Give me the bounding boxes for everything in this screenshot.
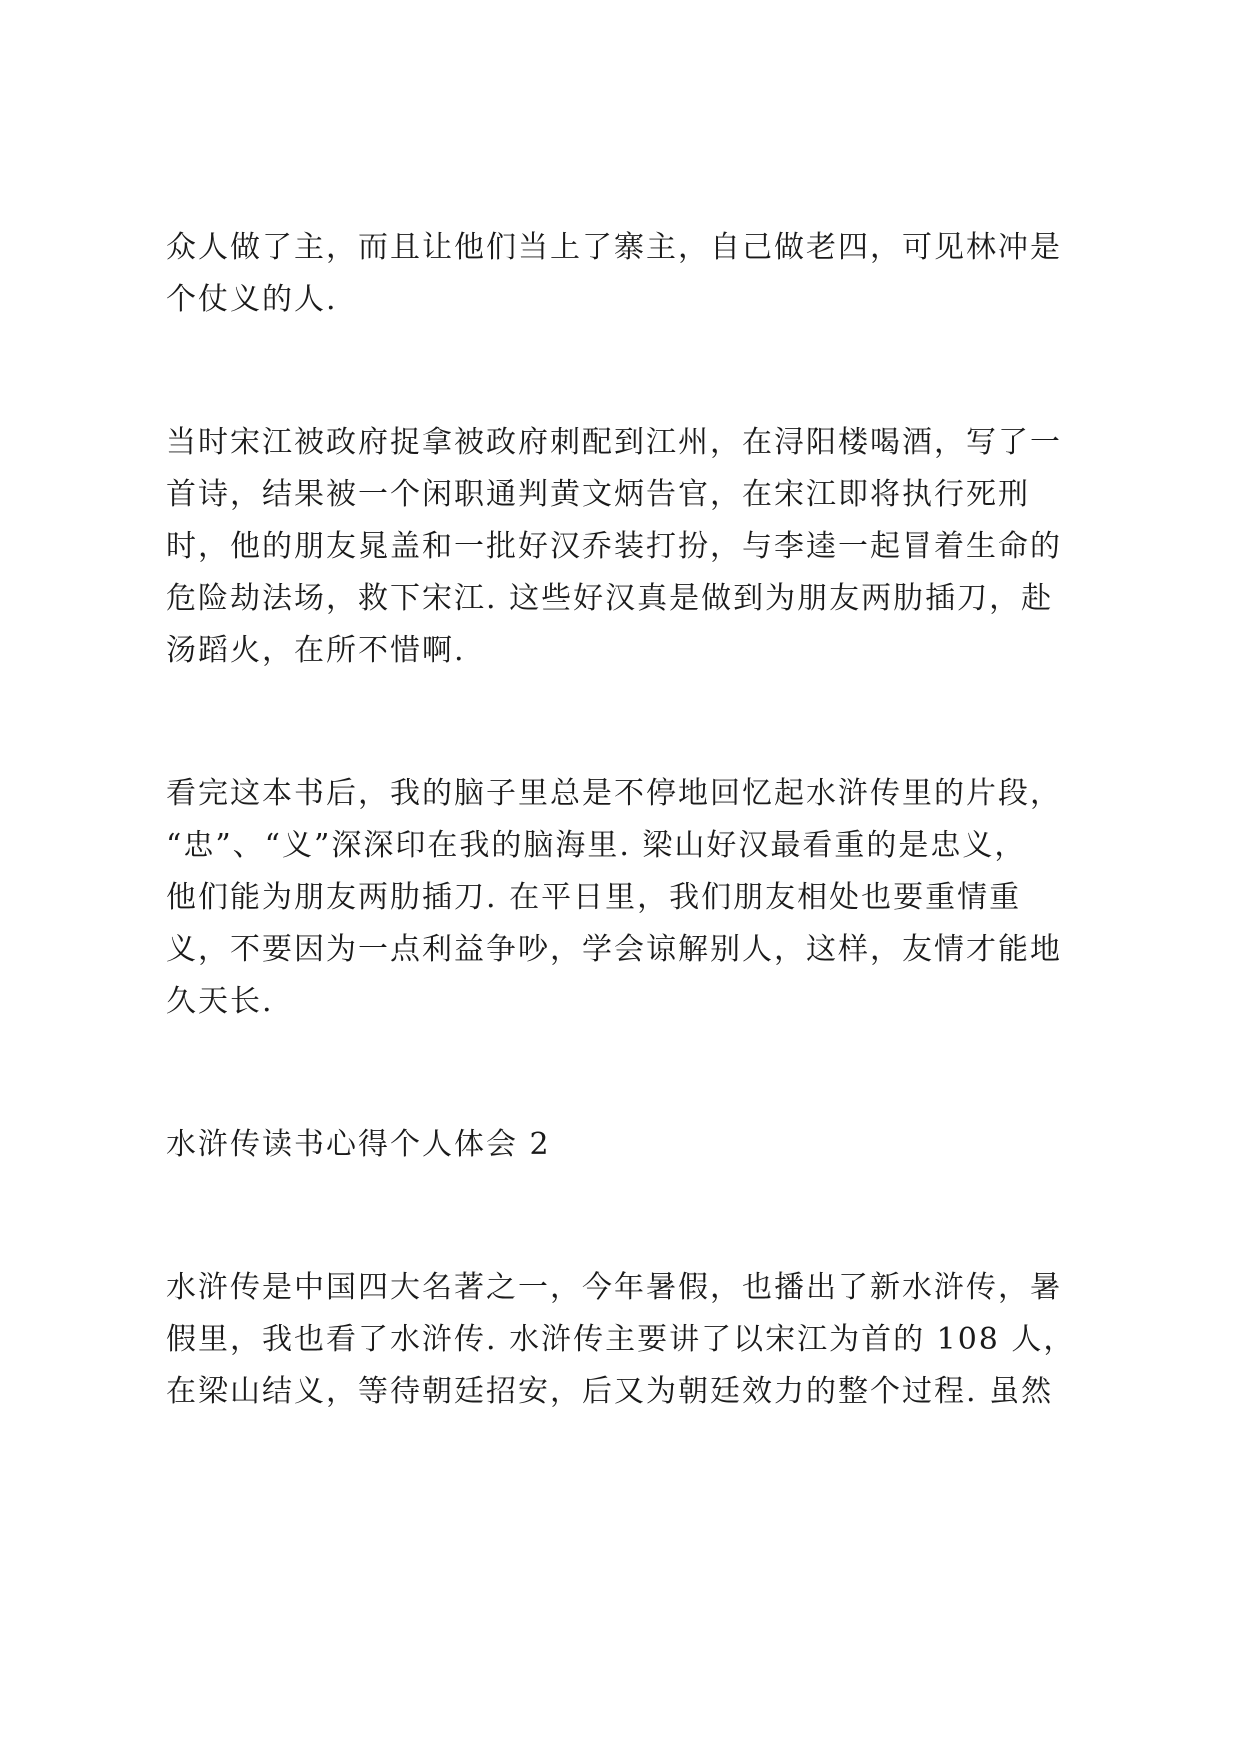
text-line: 看完这本书后，我的脑子里总是不停地回忆起水浒传里的片段， bbox=[166, 776, 1062, 811]
text-line: 时，他的朋友晁盖和一批好汉乔装打扮，与李逵一起冒着生命的 bbox=[166, 529, 1062, 564]
text-line: 在梁山结义，等待朝廷招安，后又为朝廷效力的整个过程. 虽然 bbox=[166, 1374, 1054, 1409]
text-line: 首诗，结果被一个闲职通判黄文炳告官，在宋江即将执行死刑 bbox=[166, 477, 1030, 512]
paragraph bbox=[166, 768, 1096, 1028]
text-line: 久天长. bbox=[166, 984, 274, 1019]
text-line: “忠”、“义”深深印在我的脑海里. 梁山好汉最看重的是忠义， bbox=[166, 828, 1027, 863]
text-line: 他们能为朋友两肋插刀. 在平日里，我们朋友相处也要重情重 bbox=[166, 880, 1022, 915]
text-line: 危险劫法场，救下宋江. 这些好汉真是做到为朋友两肋插刀，赴 bbox=[166, 581, 1054, 616]
text-line: 假里，我也看了水浒传. 水浒传主要讲了以宋江为首的 108 人， bbox=[166, 1322, 1076, 1357]
paragraph bbox=[166, 417, 1096, 677]
text-line: 水浒传是中国四大名著之一，今年暑假，也播出了新水浒传，暑 bbox=[166, 1270, 1062, 1305]
paragraph bbox=[166, 222, 1096, 326]
text-line: 个仗义的人. bbox=[166, 282, 338, 317]
text-line: 义，不要因为一点利益争吵，学会谅解别人，这样，友情才能地 bbox=[166, 932, 1062, 967]
heading-line: 水浒传读书心得个人体会 2 bbox=[166, 1127, 551, 1162]
section-heading bbox=[166, 1119, 1096, 1171]
text-line: 汤蹈火，在所不惜啊. bbox=[166, 633, 466, 668]
paragraph bbox=[166, 1262, 1096, 1418]
text-line: 当时宋江被政府捉拿被政府刺配到江州，在浔阳楼喝酒，写了一 bbox=[166, 425, 1062, 460]
text-line: 众人做了主，而且让他们当上了寨主，自己做老四，可见林冲是 bbox=[166, 230, 1062, 265]
document-body bbox=[166, 222, 1096, 1418]
